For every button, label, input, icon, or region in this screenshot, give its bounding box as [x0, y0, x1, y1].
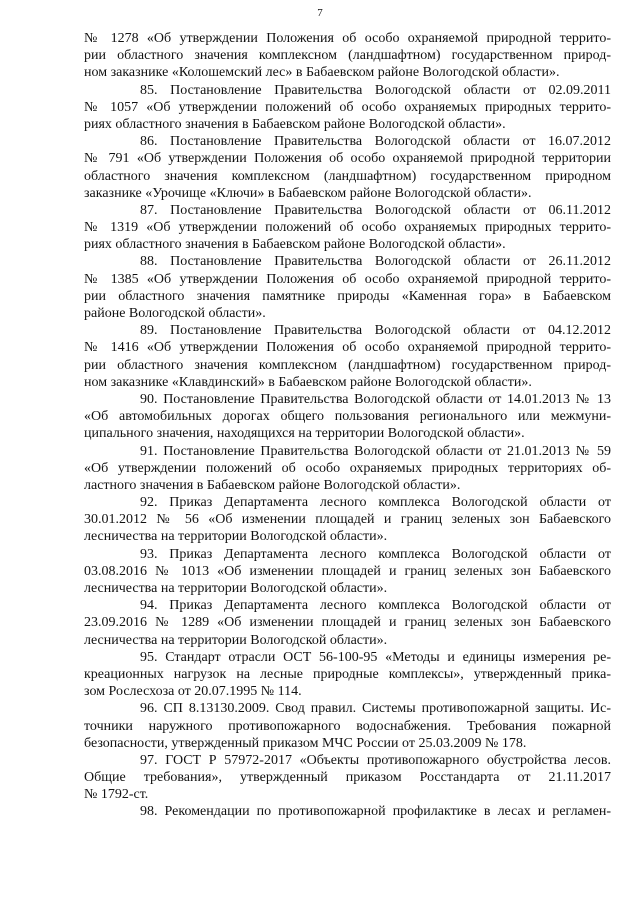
text-line: зом Рослесхоза от 20.07.1995 № 114. [84, 684, 302, 700]
text-line: № 1792-ст. [84, 787, 149, 803]
text-line: № 1278 «Об утверждении Положения об особо охраняемой природной террито- [84, 31, 611, 46]
text-line: ципального значения, находящихся на территории Вологодской области». [84, 426, 525, 442]
text-line: лесничества на территории Вологодской области». [84, 632, 388, 648]
text-line: креационных нагрузок на лесные природные комплексы», утвержденный прика- [84, 666, 611, 682]
text-line: 92. Приказ Департамента лесного комплекса Вологодской области от [140, 495, 611, 511]
text-line: 23.09.2016 № 1289 «Об изменении площадей и границ зеленых зон Бабаевского [84, 615, 611, 631]
text-line: № 1416 «Об утверждении Положения об особо охраняемой природной террито- [84, 340, 611, 356]
document-body [84, 30, 611, 821]
text-line: рии областного значения комплексном (ландшафтном) государственном природ- [84, 357, 611, 373]
text-line: риях областного значения в Бабаевском районе Вологодской области». [84, 116, 506, 132]
text-line: 98. Рекомендации по противопожарной профилактике в лесах и регламен- [140, 804, 611, 820]
text-line: 87. Постановление Правительства Вологодской области от 06.11.2012 [140, 202, 611, 218]
text-line: 88. Постановление Правительства Вологодской области от 26.11.2012 [140, 254, 611, 270]
text-line: 95. Стандарт отрасли ОСТ 56-100-95 «Методы и единицы измерения ре- [140, 649, 611, 665]
text-line: «Об утверждении положений об особо охраняемых природных территориях об- [84, 460, 611, 476]
text-line: ном заказнике «Колошемский лес» в Бабаевском районе Вологодской области». [84, 65, 560, 81]
text-line: 85. Постановление Правительства Вологодской области от 02.09.2011 [140, 82, 611, 98]
text-line: 91. Постановление Правительства Вологодской области от 21.01.2013 № 59 [140, 443, 611, 459]
text-line: ном заказнике «Клавдинский» в Бабаевском районе Вологодской области». [84, 374, 532, 390]
text-line: лесничества на территории Вологодской области». [84, 529, 388, 545]
page-number: 7 [317, 7, 323, 19]
text-line: риях областного значения в Бабаевском районе Вологодской области». [84, 237, 506, 253]
text-line: 94. Приказ Департамента лесного комплекса Вологодской области от [140, 598, 611, 614]
text-line: № 1319 «Об утверждении положений об особо охраняемых природных террито- [84, 220, 611, 236]
text-line: заказнике «Урочище «Ключи» в Бабаевском районе Вологодской области». [84, 185, 532, 201]
text-line: 90. Постановление Правительства Вологодской области от 14.01.2013 № 13 [140, 391, 611, 407]
text-line: лесничества на территории Вологодской области». [84, 581, 388, 596]
text-line: 97. ГОСТ Р 57972-2017 «Объекты противопожарного обустройства лесов. [140, 752, 611, 768]
text-line: 30.01.2012 № 56 «Об изменении площадей и границ зеленых зон Бабаевского [84, 512, 611, 528]
text-line: безопасности, утвержденный приказом МЧС России от 25.03.2009 № 178. [84, 735, 527, 751]
text-line: Общие требования», утвержденный приказом Росстандарта от 21.11.2017 [84, 770, 611, 786]
text-line: ластного значения в Бабаевском районе Вологодской области». [84, 477, 461, 493]
text-line: № 1057 «Об утверждении положений об особо охраняемых природных террито- [84, 99, 611, 115]
text-line: 03.08.2016 № 1013 «Об изменении площадей и границ зеленых зон Бабаевского [84, 563, 611, 579]
text-line: 86. Постановление Правительства Вологодской области от 16.07.2012 [140, 134, 611, 150]
text-line: рии областного значения памятнике природы «Каменная гора» в Бабаевском [84, 288, 611, 304]
text-line: «Об автомобильных дорогах общего пользования регионального или межмуни- [84, 409, 611, 425]
text-line: 93. Приказ Департамента лесного комплекса Вологодской области от [140, 546, 611, 562]
text-line: № 1385 «Об утверждении Положения об особо охраняемой природной террито- [84, 271, 611, 287]
text-line: 96. СП 8.13130.2009. Свод правил. Системы противопожарной защиты. Ис- [140, 701, 611, 717]
text-line: 89. Постановление Правительства Вологодской области от 04.12.2012 [140, 323, 611, 339]
text-line: рии областного значения комплексном (ландшафтном) государственном природ- [84, 48, 611, 64]
text-line: областного значения комплексном (ландшафтном) государственном природном [84, 168, 611, 184]
text-line: № 791 «Об утверждении Положения об особо охраняемой природной территории [84, 151, 611, 167]
text-line: точники наружного противопожарного водоснабжения. Требования пожарной [84, 718, 611, 734]
text-line: районе Вологодской области». [84, 306, 266, 321]
